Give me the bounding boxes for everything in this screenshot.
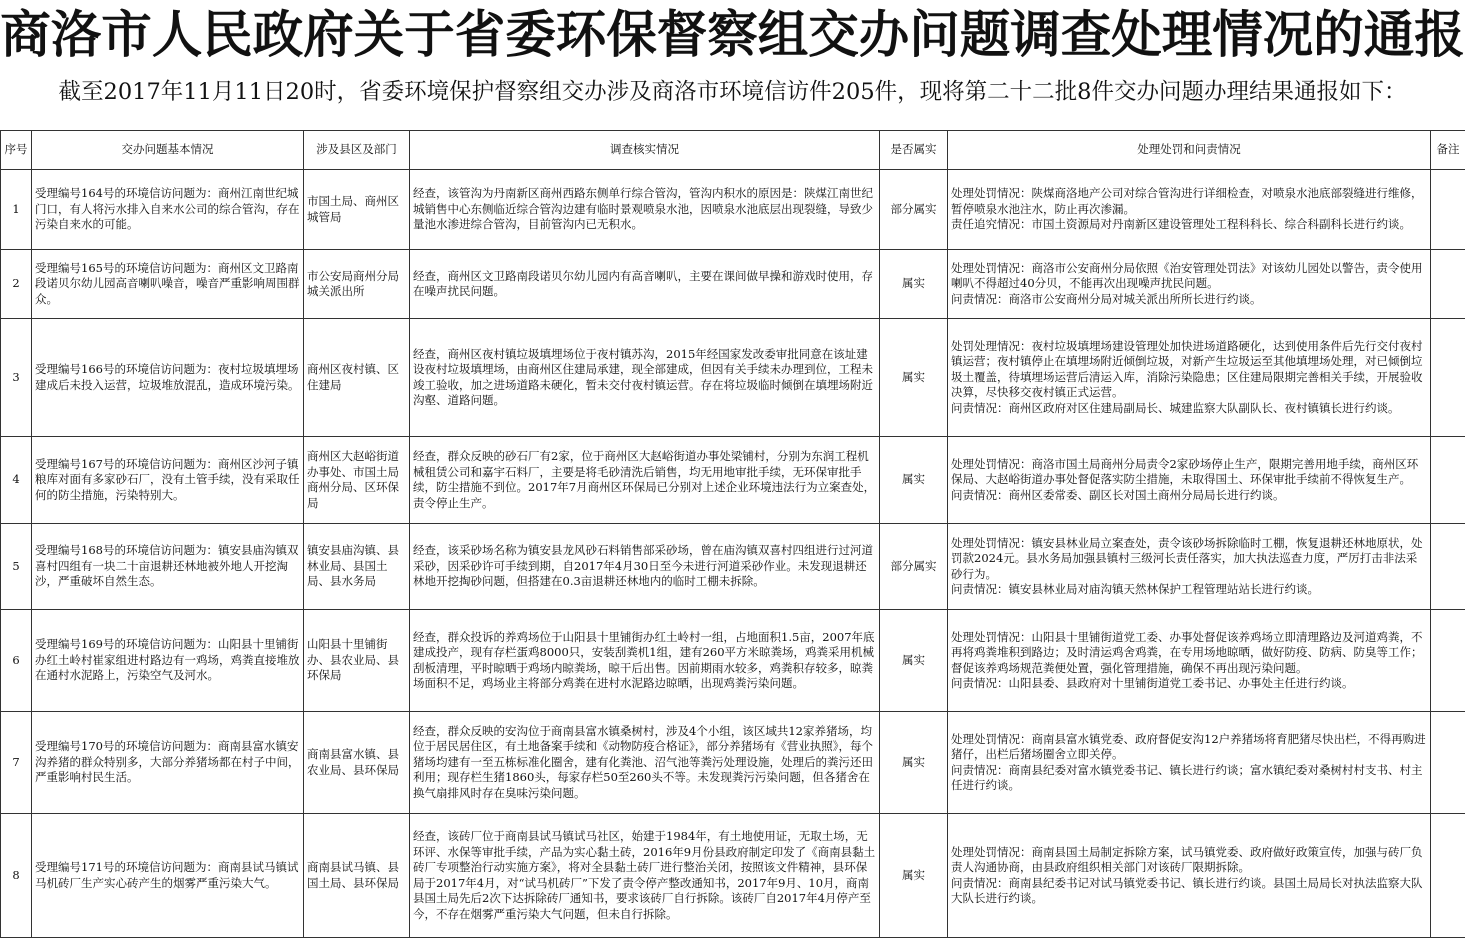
- row-result-accountability: 问责情况：商洛市公安商州分局对城关派出所所长进行约谈。: [951, 291, 1262, 306]
- row-no: 6: [1, 610, 32, 712]
- header-dept: 涉及县区及部门: [304, 131, 410, 170]
- row-result-penalty: 处理处罚情况：陕煤商洛地产公司对综合管沟进行详细检查，对喷泉水池底部裂缝进行维修，暂停喷泉水池注水，防止再次渗漏。: [951, 186, 1423, 216]
- row-investigation: 经查，该管沟为丹南新区商州西路东侧单行综合管沟，管沟内积水的原因是：陕煤江南世纪城销售中心东侧临近综合管沟边建有临时景观喷泉水池，因喷泉水池底层出现裂缝，导致少量池水渗进综合管沟，目前管沟内已无积水。: [410, 170, 880, 250]
- row-basic: 受理编号164号的环境信访问题为：商州江南世纪城门口，有人将污水排入自来水公司的综合管沟，存在污染自来水的可能。: [32, 170, 304, 250]
- row-result-penalty: 处理处罚情况：商洛市国土局商州分局责令2家砂场停止生产，限期完善用地手续，商州区环保局、大赵峪街道办事处督促落实防尘措施，未取得国土、环保审批手续前不得恢复生产。: [951, 456, 1419, 487]
- row-verified: 属实: [880, 319, 948, 437]
- row-result-accountability: 问责情况：镇安县林业局对庙沟镇天然林保护工程管理站站长进行约谈。: [951, 582, 1319, 596]
- header-basic: 交办问题基本情况: [32, 131, 304, 170]
- intro-paragraph: 截至2017年11月11日20时，省委环境保护督察组交办涉及商洛市环境信访件205件，现将第二十二批8件交办问题办理结果通报如下：: [58, 79, 1407, 105]
- row-remark: [1431, 170, 1465, 250]
- row-result: [948, 437, 1431, 524]
- row-no: 3: [1, 319, 32, 437]
- row-investigation: 经查，该砖厂位于商南县试马镇试马社区，始建于1984年，有土地使用证，无取土场，无环评、水保等审批手续，产品为实心黏土砖，2016年9月份县政府制定印发了《商南县黏土砖厂专项整治行动实施方案》，将对全县黏土砖厂进行整治关闭，按照该文件精神，县环保局于2017年4月，对“试马机砖厂”下发了责令停产整改通知书，2017年9月、10月，商南县国土局先后2次下达拆除砖厂通知书，要求该砖厂自行拆除。该砖厂自2017年4月停产至今，不存在烟雾严重污染大气问题，但未自行拆除。: [410, 814, 880, 938]
- row-result-penalty: 处理处罚情况：山阳县十里铺街道党工委、办事处督促该养鸡场立即清理路边及河道鸡粪，不再将鸡粪堆积到路边；及时清运鸡舍鸡粪，在专用场地晾晒，做好防疫、防病、防臭等工作；督促该养鸡场规范粪便处置，强化管理措施，确保不再出现污染问题。: [951, 629, 1423, 675]
- row-dept: 山阳县十里铺街办、县农业局、县环保局: [304, 610, 410, 712]
- row-result-penalty: 处理处罚情况：商南县国土局制定拆除方案，试马镇党委、政府做好政策宣传，加强与砖厂负责人沟通协商，由县政府组织相关部门对该砖厂限期拆除。: [951, 844, 1423, 874]
- row-no: 5: [1, 524, 32, 610]
- row-verified: 属实: [880, 250, 948, 319]
- row-verified: 属实: [880, 712, 948, 814]
- row-dept: 商州区大赵峪街道办事处、市国土局商州分局、区环保局: [304, 437, 410, 524]
- row-investigation: 经查，群众反映的砂石厂有2家，位于商州区大赵峪街道办事处梁铺村，分别为东润工程机械租赁公司和嘉宇石料厂，主要是将毛砂清洗后销售，均无用地审批手续，无环保审批手续，防尘措施不到位。2017年7月商州区环保局已分别对上述企业环境违法行为立案查处，责令停止生产。: [410, 437, 880, 524]
- row-result-accountability: 问责情况：商南县纪委书记对试马镇党委书记、镇长进行约谈。县国土局局长对执法监察大队大队长进行约谈。: [951, 875, 1423, 905]
- row-basic: 受理编号168号的环境信访问题为：镇安县庙沟镇双喜村四组有一块二十亩退耕还林地被外地人开挖淘沙，严重破坏自然生态。: [32, 524, 304, 610]
- row-no: 8: [1, 814, 32, 938]
- row-verified: 属实: [880, 437, 948, 524]
- page-title: 商洛市人民政府关于省委环保督察组交办问题调查处理情况的通报: [0, 5, 1465, 64]
- row-remark: [1431, 814, 1465, 938]
- row-remark: [1431, 319, 1465, 437]
- row-result-accountability: 问责情况：商州区政府对区住建局副局长、城建监察大队副队长、夜村镇镇长进行约谈。: [951, 400, 1400, 415]
- row-basic: 受理编号171号的环境信访问题为：商南县试马镇试马机砖厂生产实心砖产生的烟雾严重污染大气。: [32, 814, 304, 938]
- row-result: [948, 319, 1431, 437]
- header-no: 序号: [1, 131, 32, 170]
- table-row: [1, 524, 1465, 610]
- row-basic: 受理编号166号的环境信访问题为：夜村垃圾填埋场建成后未投入运营，垃圾堆放混乱，造成环境污染。: [32, 319, 304, 437]
- row-result-penalty: 处罚处理情况：夜村垃圾填埋场建设管理处加快进场道路硬化，达到使用条件后先行交付夜村镇运营；夜村镇停止在填埋场附近倾倒垃圾，对新产生垃圾运至其他填埋场处理，对已倾倒垃圾土覆盖，待填埋场运营后清运入库，消除污染隐患；区住建局限期完善相关手续，开展验收决算，尽快移交夜村镇正式运营。: [951, 338, 1423, 400]
- row-result: [948, 814, 1431, 938]
- row-dept: 商南县富水镇、县农业局、县环保局: [304, 712, 410, 814]
- table-row: [1, 170, 1465, 250]
- row-dept: 商州区夜村镇、区住建局: [304, 319, 410, 437]
- header-verified: 是否属实: [880, 131, 948, 170]
- row-result: [948, 250, 1431, 319]
- row-remark: [1431, 712, 1465, 814]
- row-verified: 部分属实: [880, 524, 948, 610]
- row-verified: 部分属实: [880, 170, 948, 250]
- row-investigation: 经查，该采砂场名称为镇安县龙风砂石料销售部采砂场，曾在庙沟镇双喜村四组进行过河道采砂，因采砂许可手续到期，自2017年4月30日至今未进行河道采砂作业。未发现退耕还林地开挖掏砂问题，但搭建在0.3亩退耕还林地内的临时工棚未拆除。: [410, 524, 880, 610]
- table-row: [1, 712, 1465, 814]
- row-basic: 受理编号167号的环境信访问题为：商州区沙河子镇粮库对面有多家砂石厂，没有土管手续，没有采取任何的防尘措施，污染特别大。: [32, 437, 304, 524]
- row-no: 4: [1, 437, 32, 524]
- row-verified: 属实: [880, 610, 948, 712]
- row-result: [948, 524, 1431, 610]
- row-result-penalty: 处理处罚情况：商洛市公安商州分局依照《治安管理处罚法》对该幼儿园处以警告，责令使用喇叭不得超过40分贝，不能再次出现噪声扰民问题。: [951, 260, 1423, 291]
- row-result-penalty: 处理处罚情况：镇安县林业局立案查处，责令该砂场拆除临时工棚，恢复退耕还林地原状，处罚款2024元。县水务局加强县镇村三级河长责任落实，加大执法巡查力度，严厉打击非法采砂行为。: [951, 535, 1423, 581]
- row-basic: 受理编号165号的环境信访问题为：商州区文卫路南段诺贝尔幼儿园高音喇叭噪音，噪音严重影响周围群众。: [32, 250, 304, 319]
- row-no: 7: [1, 712, 32, 814]
- table-header-row: [1, 131, 1465, 170]
- row-dept: 市公安局商州分局城关派出所: [304, 250, 410, 319]
- table-row: [1, 319, 1465, 437]
- row-investigation: 经查，商州区夜村镇垃圾填埋场位于夜村镇苏沟，2015年经国家发改委审批同意在该址建设夜村垃圾填埋场，由商州区住建局承建，现全部建成，但因有关手续未办理到位，工程未竣工验收，加之进场道路未硬化，暂未交付夜村镇运营。存在将垃圾临时倾倒在填埋场附近沟壑、道路问题。: [410, 319, 880, 437]
- report-table: [0, 130, 1465, 938]
- row-remark: [1431, 250, 1465, 319]
- row-verified: 属实: [880, 814, 948, 938]
- header-remark: 备注: [1431, 131, 1465, 170]
- row-investigation: 经查，商州区文卫路南段诺贝尔幼儿园内有高音喇叭，主要在课间做早操和游戏时使用，存在噪声扰民问题。: [410, 250, 880, 319]
- row-result-accountability: 问责情况：商州区委常委、副区长对国土商州分局局长进行约谈。: [951, 487, 1285, 502]
- table-row: [1, 250, 1465, 319]
- row-investigation: 经查，群众投诉的养鸡场位于山阳县十里铺街办红土岭村一组，占地面积1.5亩，2007年底建成投产，现有存栏蛋鸡8000只，安装刮粪机1组，建有260平方米晾粪场，鸡粪采用机械刮板清理，平时晾晒于鸡场内晾粪场，晾干后出售。因前期雨水较多，鸡粪积存较多，晾粪场面积不足，鸡场业主将部分鸡粪在进村水泥路边晾晒，出现鸡粪污染问题。: [410, 610, 880, 712]
- header-result: 处理处罚和问责情况: [948, 131, 1431, 170]
- row-dept: 镇安县庙沟镇、县林业局、县国土局、县水务局: [304, 524, 410, 610]
- row-result: [948, 610, 1431, 712]
- header-investigation: 调查核实情况: [410, 131, 880, 170]
- row-basic: 受理编号169号的环境信访问题为：山阳县十里铺街办红土岭村崔家组进村路边有一鸡场，鸡粪直接堆放在通村水泥路上，污染空气及河水。: [32, 610, 304, 712]
- row-result: [948, 712, 1431, 814]
- row-no: 2: [1, 250, 32, 319]
- row-remark: [1431, 610, 1465, 712]
- row-result-accountability: 问责情况：商南县纪委对富水镇党委书记、镇长进行约谈；富水镇纪委对桑树村村支书、村主任进行约谈。: [951, 762, 1423, 792]
- table-row: [1, 610, 1465, 712]
- row-dept: 商南县试马镇、县国土局、县环保局: [304, 814, 410, 938]
- table-row: [1, 437, 1465, 524]
- row-basic: 受理编号170号的环境信访问题为：商南县富水镇安沟养猪的群众特别多，大部分养猪场都在村子中间，严重影响村民生活。: [32, 712, 304, 814]
- row-remark: [1431, 524, 1465, 610]
- row-no: 1: [1, 170, 32, 250]
- row-investigation: 经查，群众反映的安沟位于商南县富水镇桑树村，涉及4个小组，该区域共12家养猪场，均位于居民居住区，有土地备案手续和《动物防疫合格证》，部分养猪场有《营业执照》，每个猪场均建有一至五栋标准化圈舍，建有化粪池、沼气池等粪污处理设施，处理后的粪污还田利用；现存栏生猪1860头，每家存栏50至260头不等。未发现粪污污染问题，但各猪舍在换气扇排风时存在臭味污染问题。: [410, 712, 880, 814]
- row-result: [948, 170, 1431, 250]
- row-result-penalty: 处理处罚情况：商南县富水镇党委、政府督促安沟12户养猪场将育肥猪尽快出栏，不得再购进猪仔，出栏后猪场圈舍立即关停。: [951, 731, 1426, 761]
- table-row: [1, 814, 1465, 938]
- row-dept: 市国土局、商州区城管局: [304, 170, 410, 250]
- row-remark: [1431, 437, 1465, 524]
- row-result-accountability: 问责情况：山阳县委、县政府对十里铺街道党工委书记、办事处主任进行约谈。: [951, 676, 1354, 690]
- row-result-accountability: 责任追究情况：市国土资源局对丹南新区建设管理处工程科科长、综合科副科长进行约谈。: [951, 217, 1411, 232]
